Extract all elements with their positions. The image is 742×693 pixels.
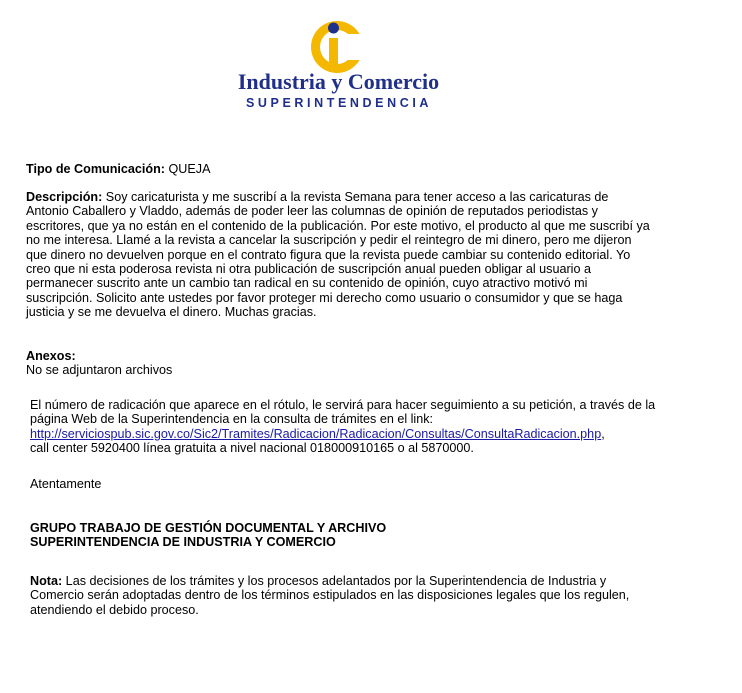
anexos xyxy=(26,349,172,378)
nota-line: Comercio serán adoptadas dentro de los términos estipulados en las disposiciones legales que los regulen, xyxy=(30,588,630,603)
sic-logo xyxy=(226,14,451,114)
descripcion-line xyxy=(26,190,650,204)
signature-line: GRUPO TRABAJO DE GESTIÓN DOCUMENTAL Y ARCHIVO xyxy=(30,521,387,535)
logo-name: Industria y Comercio xyxy=(237,69,440,94)
tipo-label: Tipo de Comunicación: xyxy=(26,162,166,176)
descripcion-line: permanecer suscrito ante un cambio tan radical en su contenido de opinión, cuyo atractivo motivó mi xyxy=(26,276,588,291)
tipo-comunicacion xyxy=(26,162,211,176)
descripcion-text: Soy caricaturista y me suscribí a la revista Semana para tener acceso a las caricaturas de xyxy=(102,190,609,204)
signature-line: SUPERINTENDENCIA DE INDUSTRIA Y COMERCIO xyxy=(30,535,336,550)
info-line: El número de radicación que aparece en el rótulo, le servirá para hacer seguimiento a su petición, a través de la xyxy=(30,398,656,412)
nota-line: atendiendo el debido proceso. xyxy=(30,602,199,617)
info-line: call center 5920400 línea gratuita a nivel nacional 018000910165 o al 5870000. xyxy=(30,441,474,456)
descripcion-line: Antonio Caballero y Vladdo, además de poder leer las columnas de opinión de reputados periodistas y xyxy=(26,204,598,219)
logo-subtitle: SUPERINTENDENCIA xyxy=(245,96,433,110)
nota xyxy=(30,574,629,617)
descripcion-line: creo que ni esta poderosa revista ni otra publicación de suscripción anual pueden obligar al usuario a xyxy=(26,262,591,277)
nota-text: Las decisiones de los trámites y los procesos adelantados por la Superintendencia de Industria y xyxy=(62,574,607,588)
descripcion-label: Descripción: xyxy=(26,190,103,204)
descripcion-line: justicia y se me devuelva el dinero. Muchas gracias. xyxy=(26,305,317,320)
radicacion-info xyxy=(30,398,655,456)
link-suffix: , xyxy=(601,426,605,441)
anexos-label: Anexos: xyxy=(26,349,76,363)
nota-line xyxy=(30,574,629,588)
tipo-value: QUEJA xyxy=(168,162,211,176)
descripcion-line: que dinero no devuelven porque en el contrato figura que la revista puede cambiar su contenido editorial. Yo xyxy=(26,247,631,262)
nota-label: Nota: xyxy=(30,574,63,588)
signature xyxy=(30,521,386,550)
consulta-radicacion-link[interactable]: http://serviciospub.sic.gov.co/Sic2/Tramites/Radicacion/Radicacion/Consultas/ConsultaRadicacion.php xyxy=(30,426,602,441)
descripcion-line: no me interesa. Llamé a la revista a cancelar la suscripción y pedir el reintegro de mi dinero, pero me dijeron xyxy=(26,233,632,248)
info-line: página Web de la Superintendencia en la consulta de trámites en el link: xyxy=(30,412,434,427)
info-link-line xyxy=(30,427,655,441)
descripcion-line: suscripción. Solicito ante ustedes por favor proteger mi derecho como usuario o consumidor y que se haga xyxy=(26,290,623,305)
descripcion xyxy=(26,190,650,320)
anexos-value: No se adjuntaron archivos xyxy=(26,363,173,378)
closing: Atentamente xyxy=(30,477,102,491)
descripcion-line: escritores, que ya no están en el contenido de la publicación. Por este motivo, el producto al que me suscribí ya xyxy=(26,218,650,233)
